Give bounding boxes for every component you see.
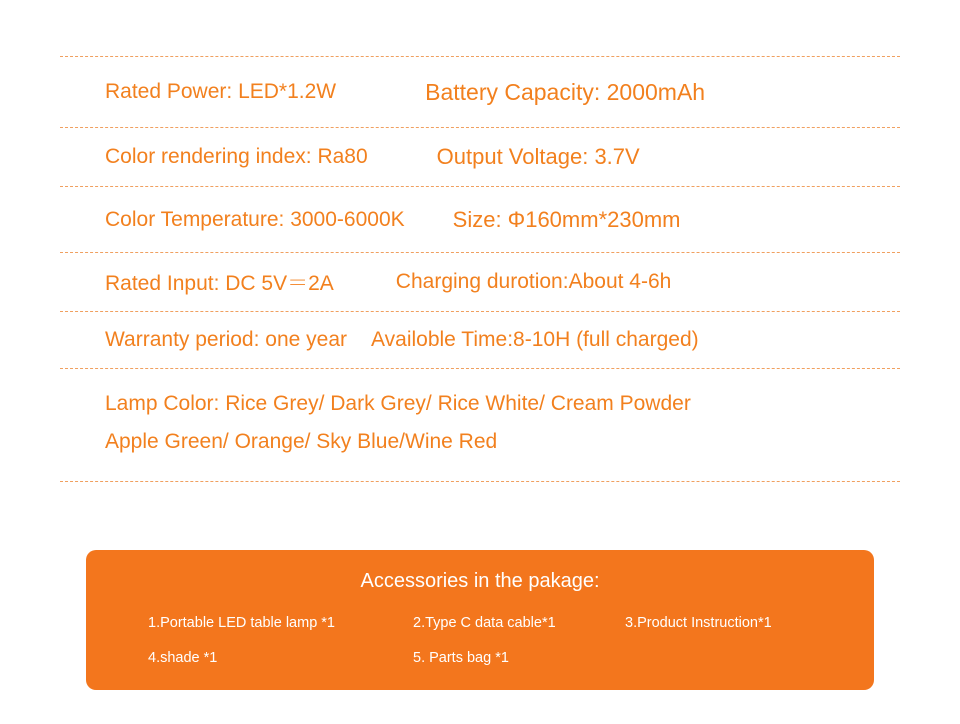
accessories-list: [86, 615, 874, 666]
table-row: [60, 56, 900, 127]
accessory-item-2: 2.Type C data cable*1: [413, 615, 556, 631]
spec-battery-capacity: Battery Capacity: 2000mAh: [425, 78, 706, 105]
table-row: [60, 186, 900, 252]
accessory-item-3: 3.Product Instruction*1: [625, 615, 772, 631]
spec-size: Size: Φ160mm*230mm: [452, 206, 681, 232]
accessory-item-4: 4.shade *1: [148, 650, 218, 666]
spec-warranty-period: Warranty period: one year: [105, 328, 348, 351]
table-row-lamp-color: [60, 368, 900, 482]
spec-lamp-color-line-1: Lamp Color: Rice Grey/ Dark Grey/ Rice White/ Cream Powder: [105, 392, 691, 415]
accessories-row: [148, 615, 812, 631]
specifications-table: [60, 56, 900, 482]
spec-color-rendering-index: Color rendering index: Ra80: [105, 145, 368, 168]
accessories-row: [148, 650, 812, 666]
table-row: [60, 252, 900, 311]
spec-rated-input: Rated Input: DC 5V＝2A: [105, 272, 334, 295]
spec-lamp-color-line-2: Apple Green/ Orange/ Sky Blue/Wine Red: [105, 430, 498, 453]
accessories-panel: [86, 550, 874, 690]
table-row: [60, 127, 900, 186]
accessory-item-1: 1.Portable LED table lamp *1: [148, 615, 335, 631]
table-row: [60, 311, 900, 368]
spec-rated-power: Rated Power: LED*1.2W: [105, 80, 337, 103]
accessories-title: Accessories in the pakage:: [360, 570, 600, 592]
accessory-item-5: 5. Parts bag *1: [413, 650, 509, 666]
spec-color-temperature: Color Temperature: 3000-6000K: [105, 207, 405, 231]
spec-output-voltage: Output Voltage: 3.7V: [436, 144, 640, 169]
spec-available-time: Availoble Time:8-10H (full charged): [371, 328, 699, 351]
spec-charging-duration: Charging durotion:About 4-6h: [395, 270, 672, 293]
